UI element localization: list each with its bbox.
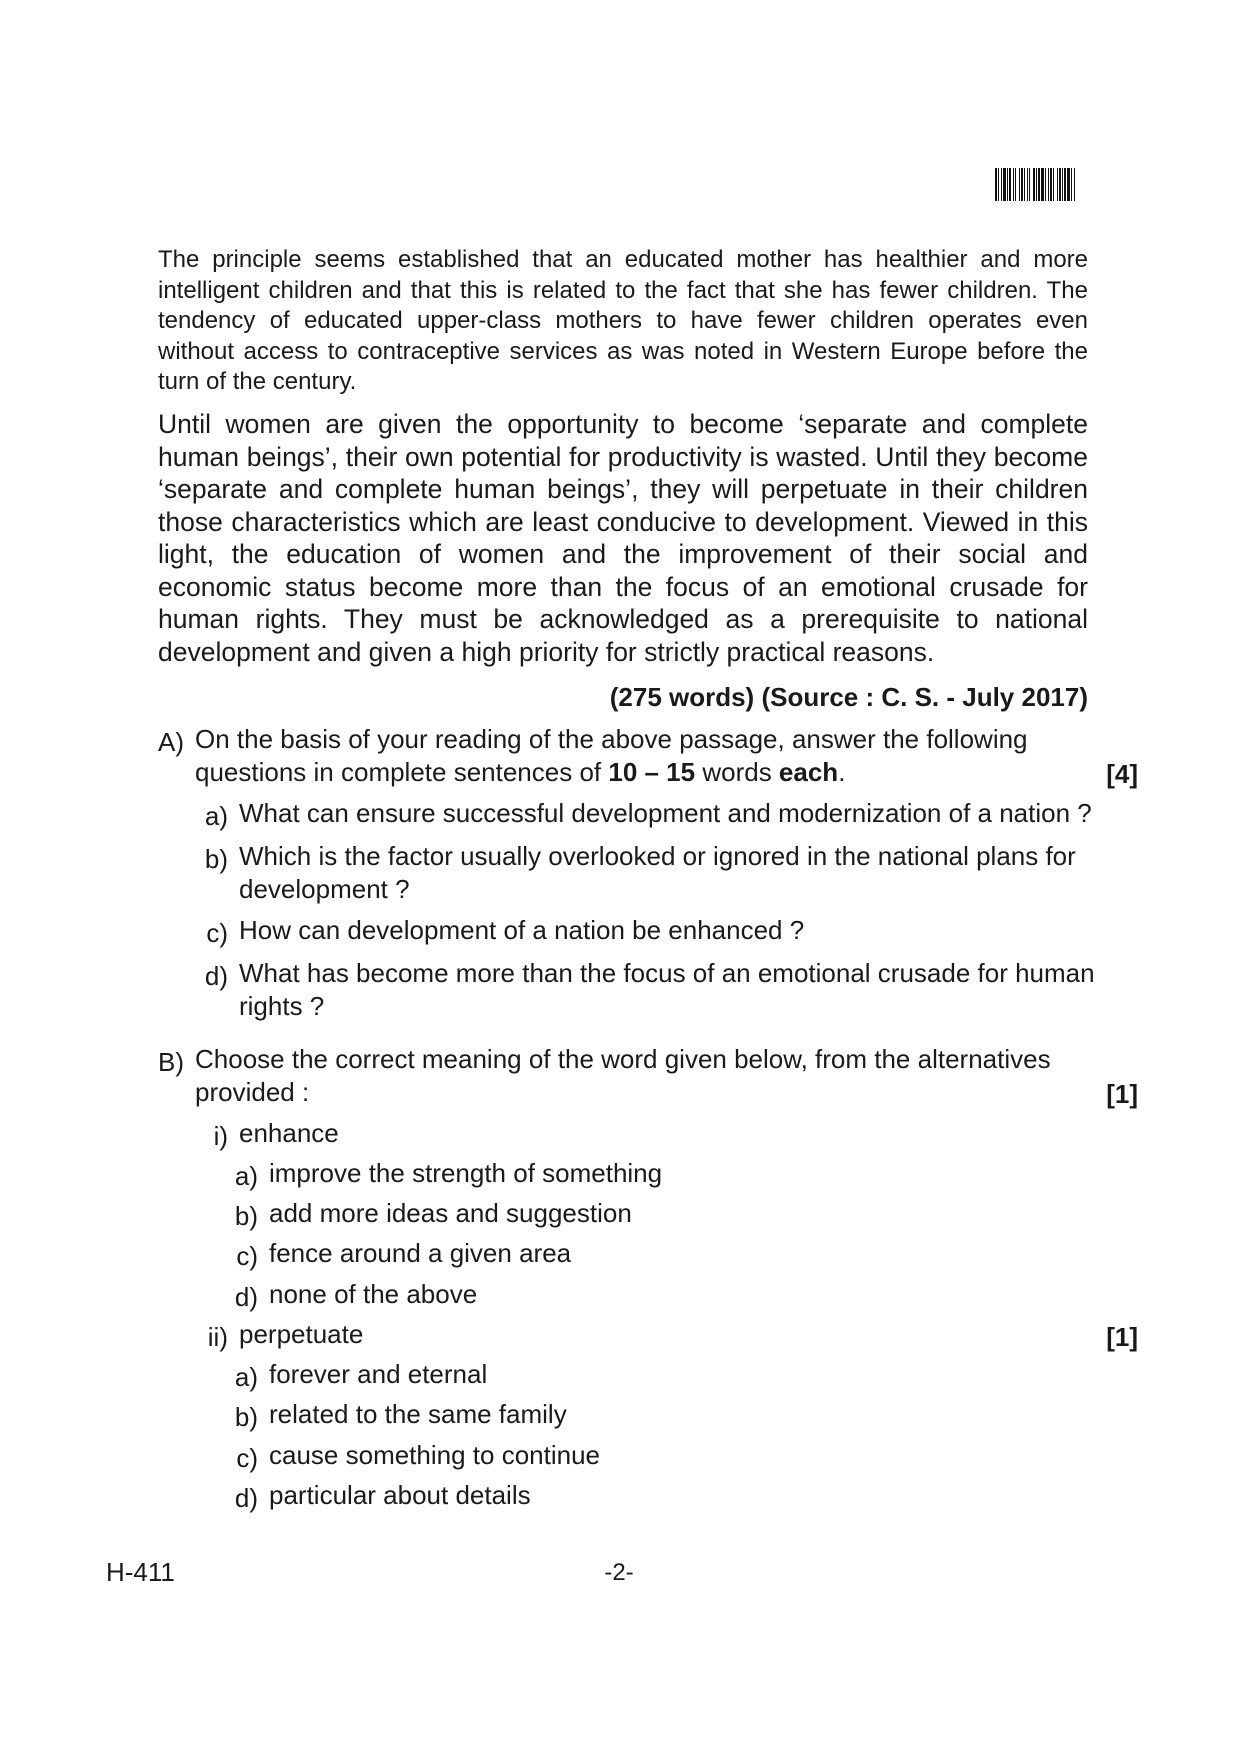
word-i-label: i) (213, 1121, 228, 1151)
question-b-text-line1: Which is the factor usually overlooked or ignored in the national plans for (239, 841, 1076, 871)
section-a-instruction-line1: On the basis of your reading of the above passage, answer the following (195, 724, 1028, 754)
option-i-a-label: a) (234, 1161, 258, 1191)
option-i-d-label: d) (234, 1282, 258, 1312)
question-d-label: d) (204, 961, 228, 991)
question-d-text-line1: What has become more than the focus of an emotional crusade for human (239, 958, 1095, 988)
word-ii-marks: [1] (1106, 1322, 1138, 1352)
passage-paragraph-1: The principle seems established that an educated mother has healthier and more intelligent children and that this is related to the fact that she has fewer children. The tendency of educated upper-class mothers to have fewer children operates even without access to contraceptive services as was noted in Western Europe before the turn of the century. (158, 246, 1088, 395)
option-ii-b-label: b) (234, 1402, 258, 1432)
option-ii-c-text: cause something to continue (269, 1440, 600, 1470)
option-i-c-label: c) (236, 1241, 258, 1271)
word-i-text: enhance (239, 1118, 339, 1148)
passage-paragraph-2: Until women are given the opportunity to become ‘separate and complete human beings’, their own potential for productivity is wasted. Until they become ‘separate and complete human beings’, they will perpetuate in their children those characteristics which are least conducive to development. Viewed in this light, the education of women and the improvement of their social and economic status become more than the focus of an emotional crusade for human rights. They must be acknowledged as a prerequisite to national development and given a high priority for strictly practical reasons. (158, 409, 1088, 667)
section-b-marks: [1] (1106, 1079, 1138, 1109)
option-ii-b-text: related to the same family (269, 1399, 567, 1429)
option-i-c-text: fence around a given area (269, 1238, 572, 1268)
option-ii-d-text: particular about details (269, 1480, 531, 1510)
option-ii-c-label: c) (236, 1443, 258, 1473)
section-b-instruction-line2: provided : (195, 1077, 310, 1107)
page-number: -2- (604, 1559, 634, 1586)
question-c-text: How can development of a nation be enhanced ? (239, 915, 805, 945)
question-b-text-line2: development ? (239, 874, 410, 904)
question-a-label: a) (204, 801, 228, 831)
section-b-instruction-line1: Choose the correct meaning of the word given below, from the alternatives (195, 1044, 1051, 1074)
option-i-b-text: add more ideas and suggestion (269, 1198, 632, 1228)
option-ii-a-label: a) (234, 1362, 258, 1392)
barcode-image (995, 168, 1138, 201)
section-b-label: B) (158, 1047, 184, 1077)
option-ii-d-label: d) (234, 1483, 258, 1513)
option-i-b-label: b) (234, 1201, 258, 1231)
barcode-bar (1075, 168, 1076, 201)
question-c-label: c) (206, 918, 228, 948)
option-ii-a-text: forever and eternal (269, 1359, 488, 1389)
question-d-text-line2: rights ? (239, 991, 325, 1021)
paper-code: H-411 (106, 1557, 175, 1587)
option-i-a-text: improve the strength of something (269, 1158, 663, 1188)
word-ii-label: ii) (207, 1322, 228, 1352)
word-ii-text: perpetuate (239, 1319, 364, 1349)
passage-source: (275 words) (Source : C. S. - July 2017) (609, 682, 1088, 712)
section-a-label: A) (158, 727, 184, 757)
question-b-label: b) (204, 844, 228, 874)
section-a-marks: [4] (1106, 759, 1138, 789)
option-i-d-text: none of the above (269, 1279, 478, 1309)
section-a-instruction-line2: questions in complete sentences of 10 – 15 words each. (195, 757, 846, 787)
question-a-text: What can ensure successful development and modernization of a nation ? (239, 798, 1092, 828)
